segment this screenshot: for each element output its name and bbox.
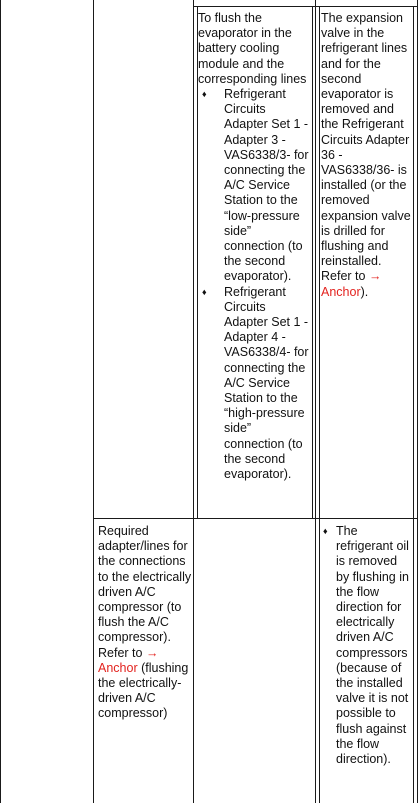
diamond-bullet-icon: ♦ [202, 89, 207, 100]
row1-inner-mid-a [312, 6, 313, 518]
diamond-bullet-icon: ♦ [202, 286, 207, 297]
adapter-list [198, 87, 312, 482]
row1-inner-right [413, 6, 414, 518]
table-border-col2 [193, 0, 194, 803]
list-item: ♦ Refrigerant Circuits Adapter Set 1 - Adapter 4 - VAS6338/4- for connecting the A/C Service Station to the “high-pressure side” connection (to the second evaporator). [202, 284, 309, 482]
anchor-link[interactable]: → Anchor [321, 269, 382, 299]
oil-removal-list [319, 524, 413, 767]
row2-inner-right [413, 518, 414, 803]
row1-right-suffix: ). [360, 284, 369, 299]
row1-inner-mid-b [319, 6, 320, 518]
table-border-left [0, 0, 1, 803]
anchor-link[interactable]: → Anchor [98, 645, 159, 675]
list-item: ♦ Refrigerant Circuits Adapter Set 1 - Adapter 3 - VAS6338/3- for connecting the A/C Service Station to the “low-pressure side” connection (to the second evaporator). [202, 87, 309, 284]
row2-left-text: Required adapter/lines for the connections to the electrically driven A/C compressor (to flush the A/C compressor). Refer to [98, 524, 192, 660]
list-item: ♦ The refrigerant oil is removed by flushing in the flow direction for electrically driven A/C compressors (because of the installed valve it is not possible to flush against the flow direction). [323, 524, 409, 767]
row1-right-cell [321, 11, 413, 300]
table-border-right [417, 0, 418, 803]
row2-left-cell [98, 524, 193, 722]
table-border-col1 [93, 0, 94, 803]
row1-middle-cell [198, 11, 312, 482]
row2-right-cell [319, 524, 413, 767]
row1-intro-text: To flush the evaporator in the battery cooling module and the corresponding lines [198, 11, 307, 86]
table-border-col3 [315, 0, 316, 803]
row-separator [93, 518, 418, 519]
diamond-bullet-icon: ♦ [323, 526, 328, 536]
row1-right-text: The expansion valve in the refrigerant lines and for the second evaporator is removed and the Refrigerant Circuits Adapter 36 - VAS6338/36- is installed (or the removed expansion valve is drilled for flushing and reinstalled. Refer to [321, 11, 411, 284]
row2-left-suffix: (flushing the electrically-driven A/C compressor) [98, 660, 189, 721]
row1-top-border [193, 6, 418, 7]
